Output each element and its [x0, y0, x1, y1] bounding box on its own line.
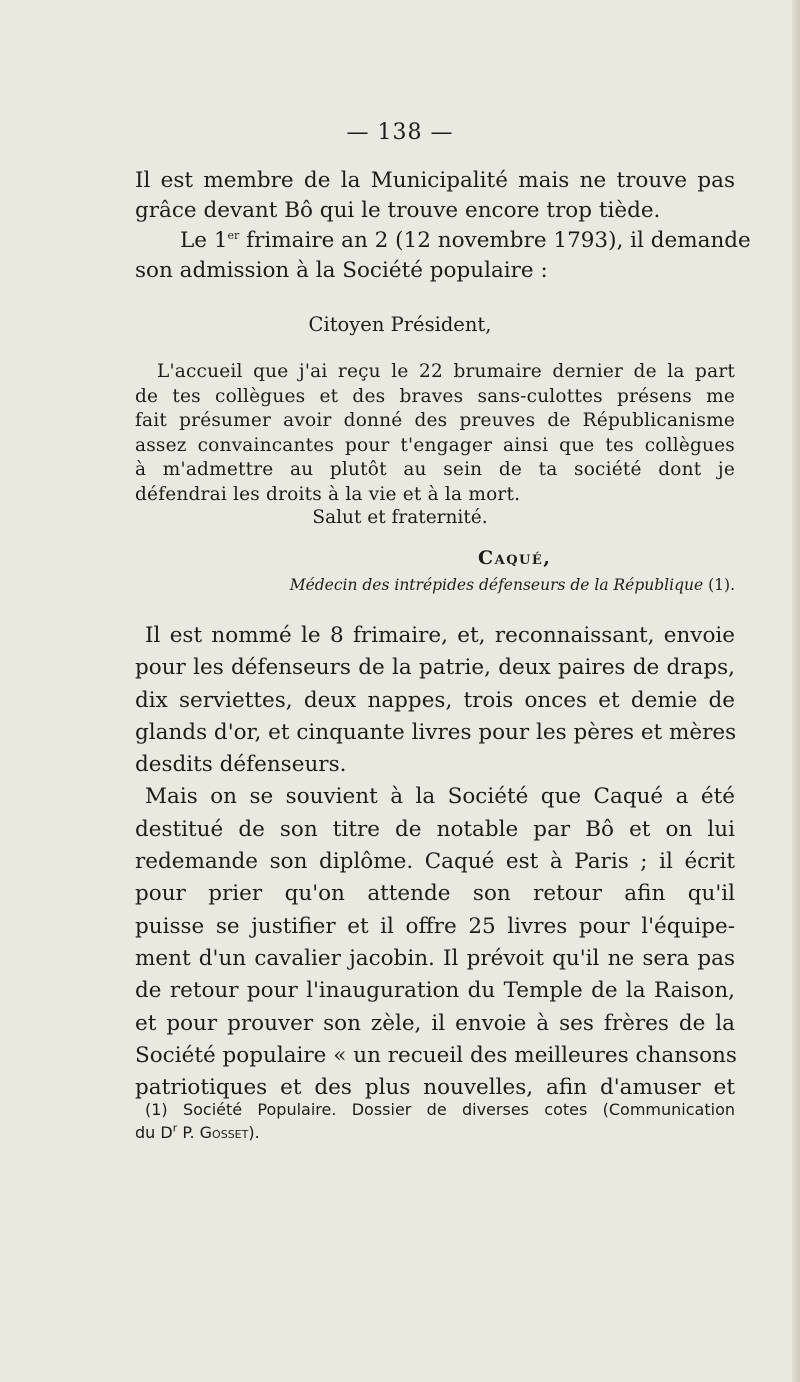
- text-line: à m'admettre au plutôt au sein de ta société dont je: [135, 459, 735, 480]
- text-line: Société populaire « un recueil des meilleures chansons: [135, 1042, 737, 1068]
- text-line: Il est nommé le 8 frimaire, et, reconnaissant, envoie: [145, 623, 735, 648]
- text-line: puisse se justifier et il offre 25 livres pour l'équipe-: [135, 913, 735, 939]
- text-line: défendrai les droits à la vie et à la mort.: [135, 483, 521, 505]
- text-line: grâce devant Bô qui le trouve encore trop tiède.: [135, 198, 661, 223]
- text-line: Mais on se souvient à la Société que Caqué a été: [145, 784, 735, 810]
- text-line: de tes collègues et des braves sans-culottes présens me: [135, 385, 735, 407]
- text-fragment: du D: [135, 1123, 173, 1142]
- text-line: desdits défenseurs.: [135, 752, 347, 778]
- footnote: [135, 1098, 735, 1144]
- text-line: son admission à la Société populaire :: [135, 258, 548, 283]
- author-name: Gosset: [199, 1123, 249, 1142]
- text-line: [135, 226, 751, 256]
- text-fragment: P.: [177, 1123, 200, 1142]
- footnote-line: (1) Société Populaire. Dossier de diverses cotes (Communication: [145, 1100, 735, 1119]
- paragraph-main: [135, 620, 735, 1104]
- text-line: pour les défenseurs de la patrie, deux paires de draps,: [135, 655, 735, 681]
- text-line: redemande son diplôme. Caqué est à Paris ; il écrit: [135, 849, 735, 875]
- text-fragment: frimaire an 2 (12 novembre 1793), il demande: [239, 228, 751, 253]
- text-line: destitué de son titre de notable par Bô et on lui: [135, 816, 735, 842]
- letter-body: [135, 360, 735, 507]
- letter-salutation: Citoyen Président,: [308, 313, 492, 336]
- letter-closing: Salut et fraternité.: [312, 507, 488, 528]
- signature-title-text: Médecin des intrépides défenseurs de la République: [289, 576, 704, 594]
- paragraph-intro: [135, 166, 751, 286]
- footnote-line: [135, 1121, 735, 1144]
- page-edge: [792, 0, 800, 1382]
- text-line: dix serviettes, deux nappes, trois onces et demie de: [135, 687, 735, 713]
- text-line: fait présumer avoir donné des preuves de Républicanisme: [135, 410, 735, 431]
- text-line: glands d'or, et cinquante livres pour les pères et mères: [135, 719, 737, 745]
- text-line: et pour prouver son zèle, il envoie à ses frères de la: [135, 1010, 735, 1036]
- footnote-ref: (1).: [708, 576, 735, 594]
- text-line: assez convaincantes pour t'engager ainsi que tes collègues: [135, 434, 735, 456]
- signature-title: [170, 576, 735, 594]
- page-number: — 138 —: [346, 120, 454, 145]
- text-line: ment d'un cavalier jacobin. Il prévoit qu'il ne sera pas: [135, 945, 735, 971]
- text-line: Il est membre de la Municipalité mais ne trouve pas: [135, 168, 735, 193]
- text-line: L'accueil que j'ai reçu le 22 brumaire dernier de la part: [157, 361, 735, 382]
- letter-signature: Caqué,: [478, 547, 552, 569]
- superscript: er: [227, 228, 240, 242]
- superscript: r: [172, 1121, 178, 1135]
- text-line: pour prier qu'on attende son retour afin qu'il: [135, 881, 735, 907]
- text-line: patriotiques et des plus nouvelles, afin d'amuser et: [135, 1075, 735, 1101]
- text-fragment: ).: [248, 1123, 260, 1142]
- text-line: de retour pour l'inauguration du Temple de la Raison,: [135, 978, 735, 1004]
- text-fragment: Le 1: [180, 228, 228, 253]
